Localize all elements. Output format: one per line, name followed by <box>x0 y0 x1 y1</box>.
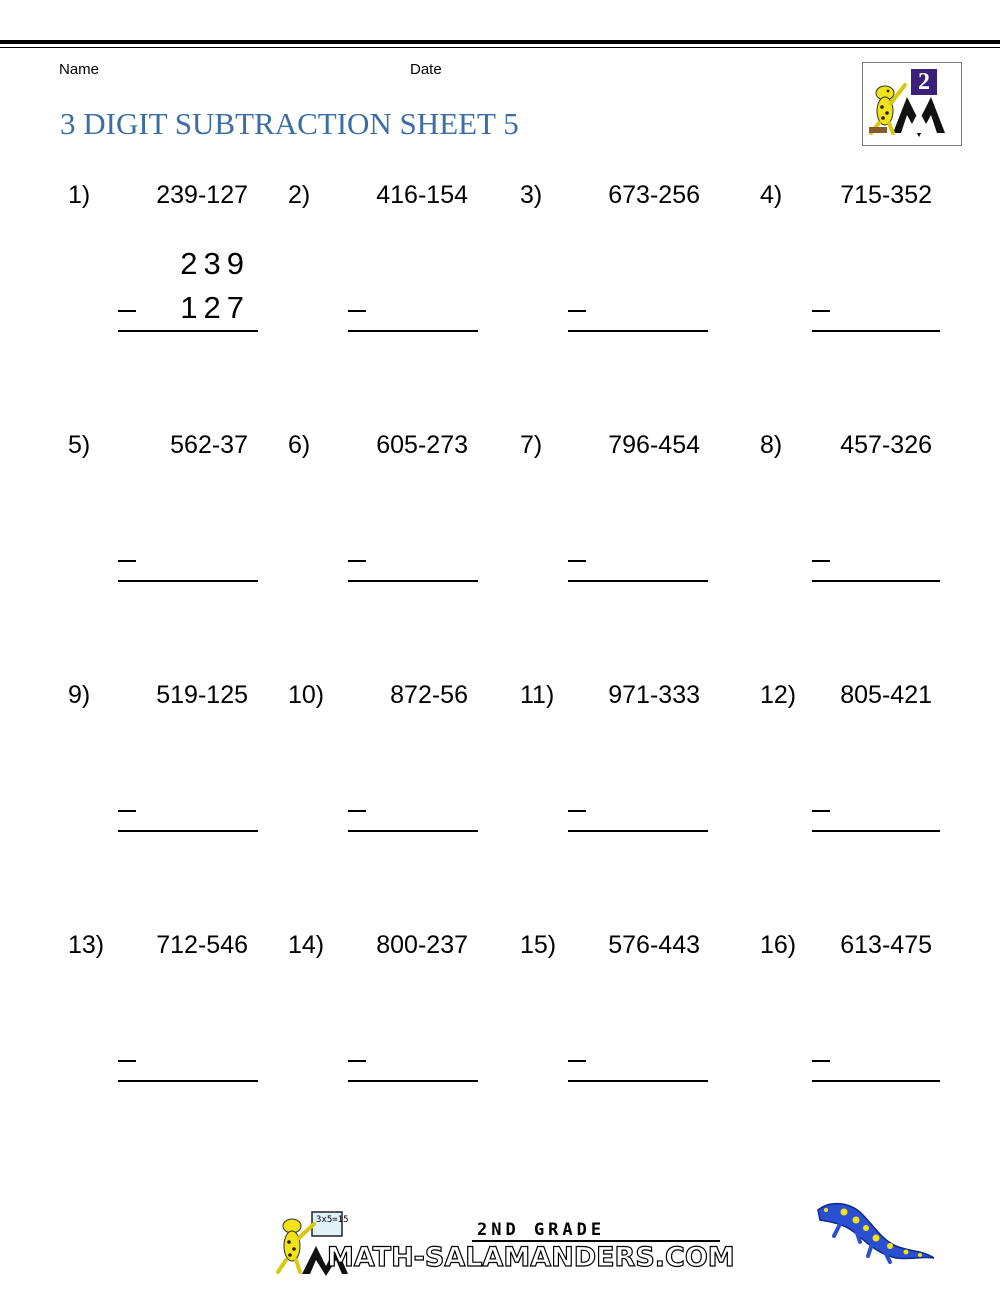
answer-line <box>348 580 478 582</box>
answer-line <box>118 580 258 582</box>
problem-15 <box>520 930 700 1150</box>
footer-logo <box>272 1198 735 1278</box>
problem-number: 9) <box>68 681 91 709</box>
problem-number: 16) <box>760 931 797 959</box>
problem-expression: 613-475 <box>840 931 932 959</box>
problem-expression: 239-127 <box>156 181 248 209</box>
problem-expression: 457-326 <box>840 431 932 459</box>
problem-number: 12) <box>760 681 797 709</box>
minus-sign <box>812 560 830 562</box>
problem-5 <box>68 430 248 650</box>
footer-grade-text: 2ND GRADE <box>477 1220 606 1240</box>
problem-expression: 712-546 <box>156 931 248 959</box>
problem-number: 5) <box>68 431 91 459</box>
answer-line <box>118 330 258 332</box>
sheet-title: 3 DIGIT SUBTRACTION SHEET 5 <box>60 106 519 141</box>
problem-8 <box>760 430 932 650</box>
answer-line <box>812 830 940 832</box>
answer-line <box>568 580 708 582</box>
problem-9 <box>68 680 248 900</box>
problem-expression: 519-125 <box>156 681 248 709</box>
board-text: 3x5=15 <box>316 1215 349 1225</box>
minus-sign <box>118 560 136 562</box>
minus-sign <box>812 810 830 812</box>
problem-expression: 673-256 <box>608 181 700 209</box>
problem-expression: 605-273 <box>376 431 468 459</box>
problem-number: 10) <box>288 681 325 709</box>
blue-salamander-icon <box>810 1196 940 1272</box>
problem-number: 15) <box>520 931 557 959</box>
answer-line <box>812 330 940 332</box>
problem-number: 6) <box>288 431 311 459</box>
answer-line <box>568 1080 708 1082</box>
answer-line <box>118 830 258 832</box>
answer-line <box>348 330 478 332</box>
minus-sign <box>348 810 366 812</box>
problem-number: 2) <box>288 181 311 209</box>
minus-sign <box>118 310 136 312</box>
problem-2 <box>288 180 468 400</box>
name-label: Name <box>59 61 100 78</box>
answer-line <box>812 1080 940 1082</box>
answer-line <box>118 1080 258 1082</box>
problem-14 <box>288 930 468 1150</box>
minus-sign <box>118 810 136 812</box>
problem-expression: 872-56 <box>390 681 468 709</box>
minus-sign <box>348 1060 366 1062</box>
problem-number: 4) <box>760 181 783 209</box>
problem-10 <box>288 680 468 900</box>
problem-number: 8) <box>760 431 783 459</box>
example-subtrahend: 127 <box>180 290 250 325</box>
minus-sign <box>118 1060 136 1062</box>
problem-16 <box>760 930 932 1150</box>
problem-number: 11) <box>520 681 555 709</box>
problem-expression: 562-37 <box>170 431 248 459</box>
minus-sign <box>812 310 830 312</box>
answer-line <box>348 1080 478 1082</box>
answer-line <box>348 830 478 832</box>
problem-number: 7) <box>520 431 543 459</box>
grade-badge: 2 <box>911 69 937 95</box>
problem-number: 3) <box>520 181 543 209</box>
minus-sign <box>568 810 586 812</box>
problem-number: 1) <box>68 181 91 209</box>
answer-line <box>568 830 708 832</box>
problem-13 <box>68 930 248 1150</box>
problem-4 <box>760 180 932 400</box>
problem-expression: 576-443 <box>608 931 700 959</box>
problem-expression: 715-352 <box>840 181 932 209</box>
problem-6 <box>288 430 468 650</box>
date-label: Date <box>410 61 442 78</box>
problem-expression: 796-454 <box>608 431 700 459</box>
minus-sign <box>568 560 586 562</box>
minus-sign <box>568 1060 586 1062</box>
problem-3 <box>520 180 700 400</box>
footer-site-text: MATH-SALAMANDERS.COM <box>327 1242 735 1273</box>
problem-number: 13) <box>68 931 105 959</box>
minus-sign <box>812 1060 830 1062</box>
answer-line <box>568 330 708 332</box>
problem-expression: 805-421 <box>840 681 932 709</box>
minus-sign <box>348 310 366 312</box>
problem-expression: 971-333 <box>608 681 700 709</box>
problem-12 <box>760 680 932 900</box>
problem-11 <box>520 680 700 900</box>
problem-expression: 416-154 <box>376 181 468 209</box>
problem-7 <box>520 430 700 650</box>
problem-number: 14) <box>288 931 325 959</box>
problem-expression: 800-237 <box>376 931 468 959</box>
example-minuend: 239 <box>180 246 250 281</box>
answer-line <box>812 580 940 582</box>
minus-sign <box>348 560 366 562</box>
minus-sign <box>568 310 586 312</box>
